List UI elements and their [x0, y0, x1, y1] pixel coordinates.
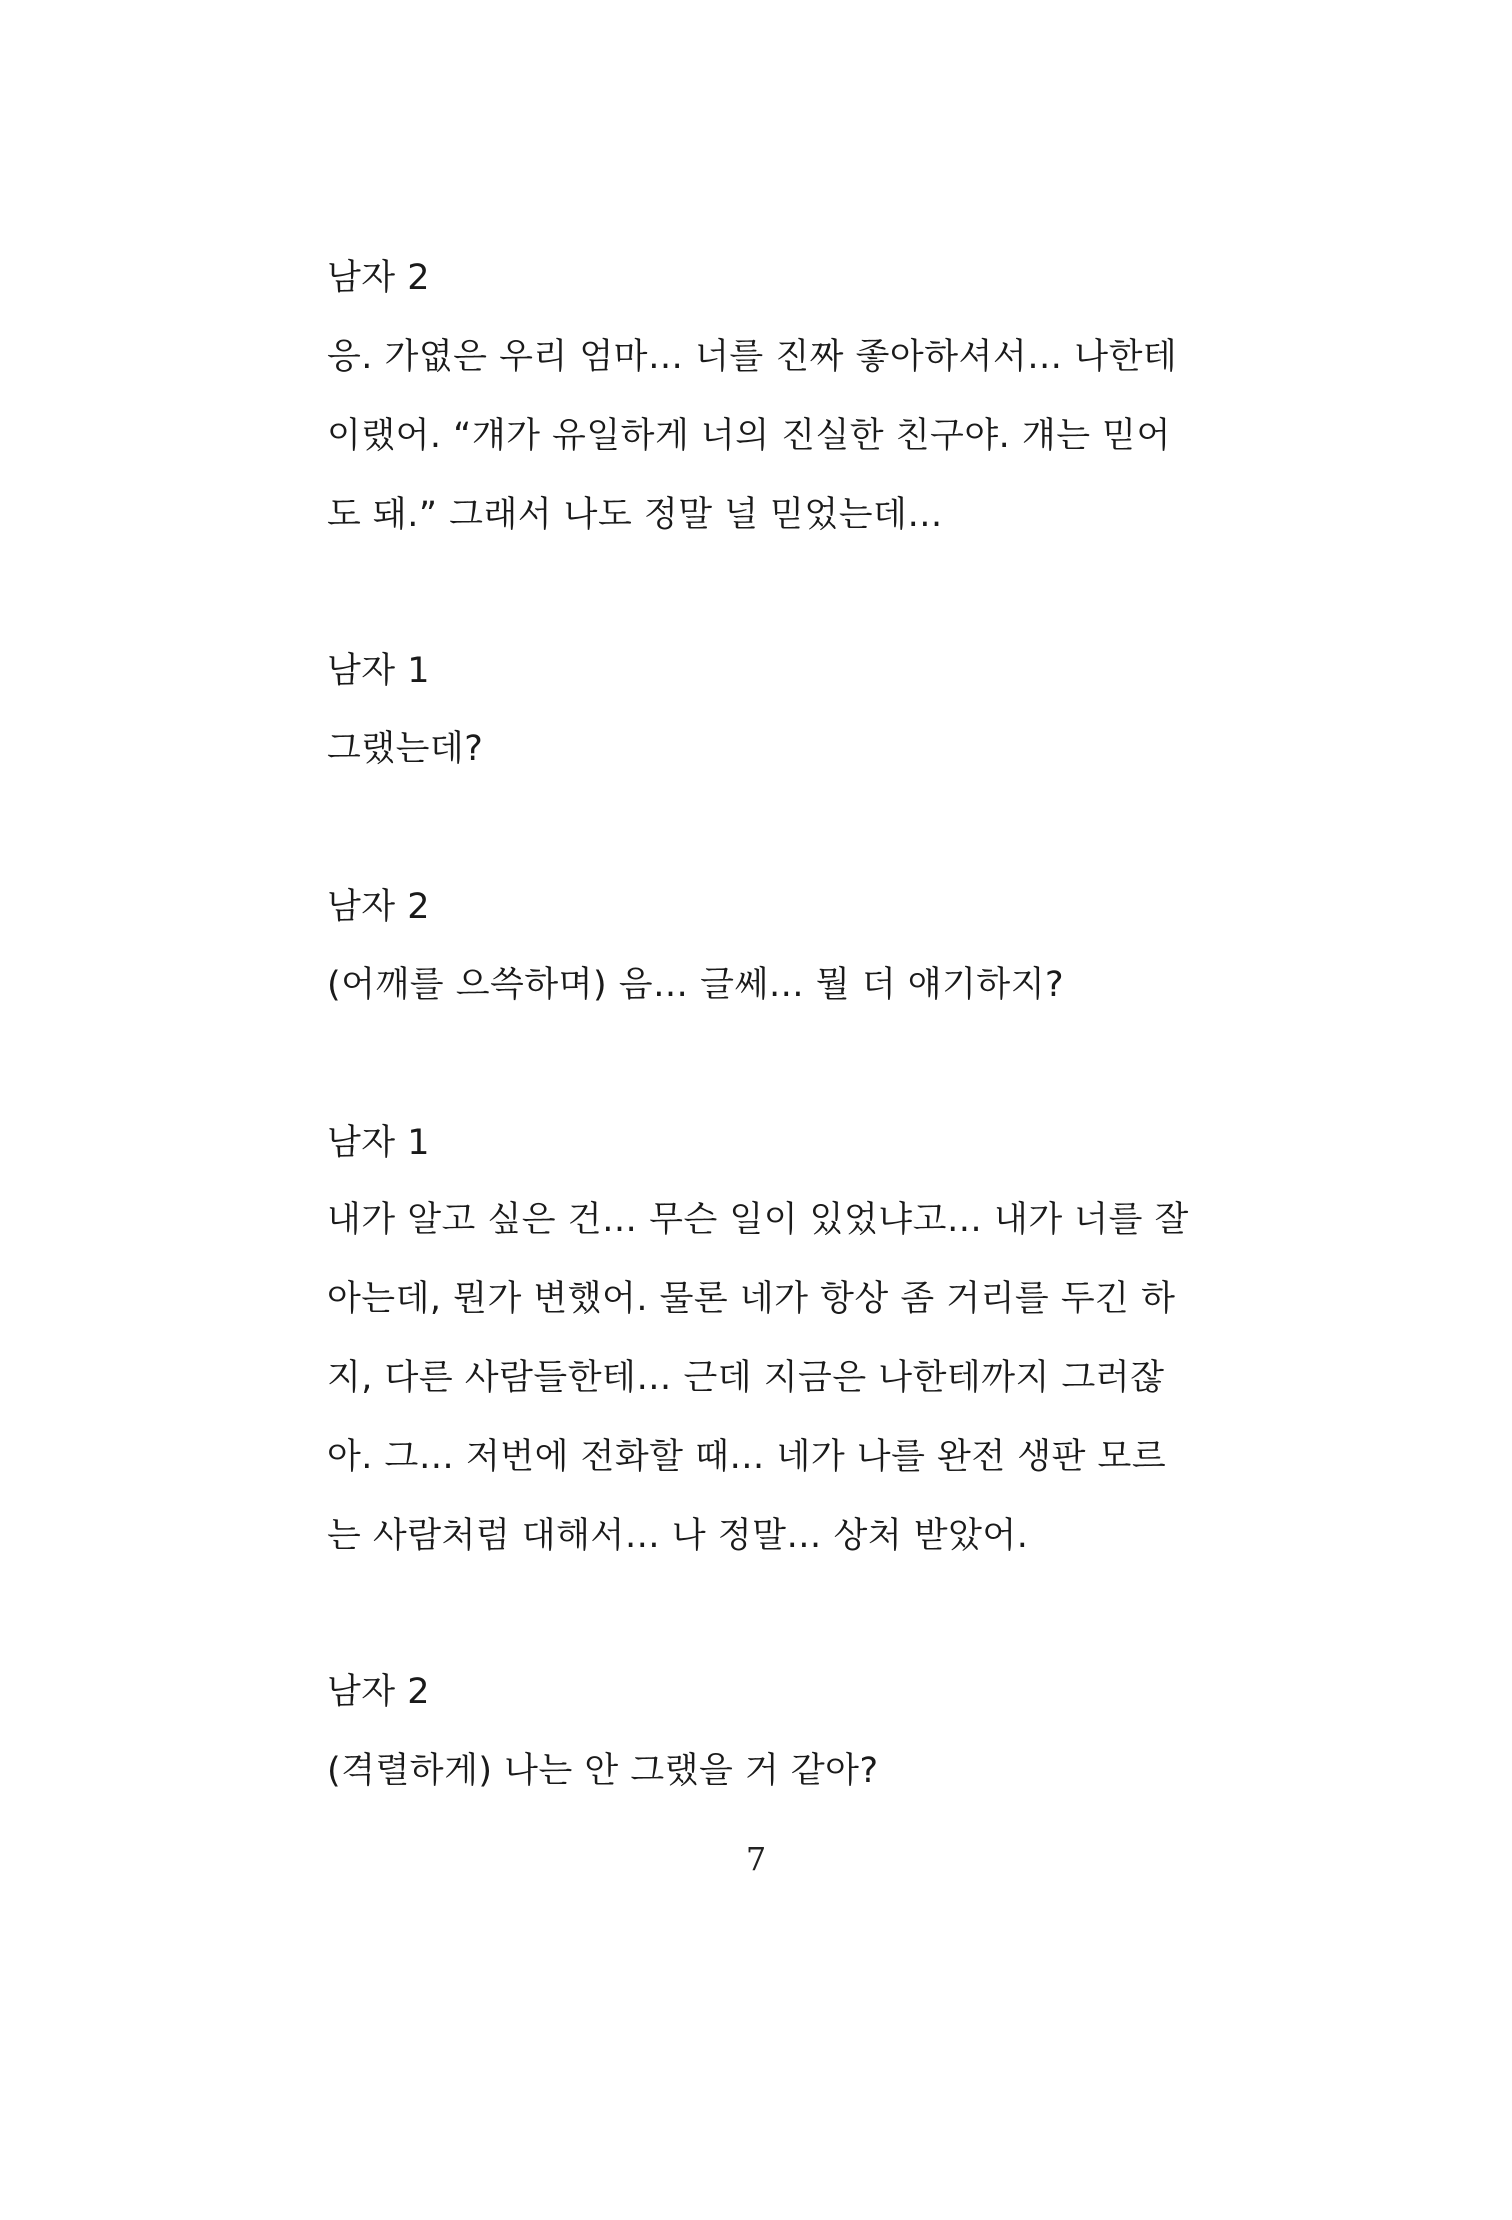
dialogue-line: 아. 그… 저번에 전화할 때… 네가 나를 완전 생판 모르 — [327, 1437, 1167, 1477]
speaker-name: 남자 2 — [327, 887, 431, 927]
dialogue-line: 는 사람처럼 대해서… 나 정말… 상처 받았어. — [327, 1516, 1029, 1556]
page-number: 7 — [745, 1840, 767, 1878]
speaker-name: 남자 1 — [327, 1123, 431, 1163]
dialogue-line: 응. 가엾은 우리 엄마… 너를 진짜 좋아하셔서… 나한테 — [327, 337, 1178, 377]
dialogue-line: 그랬는데? — [327, 729, 484, 769]
dialogue-line: 내가 알고 싶은 건… 무슨 일이 있었냐고… 내가 너를 잘 — [327, 1200, 1189, 1240]
dialogue-line: (격렬하게) 나는 안 그랬을 거 같아? — [327, 1751, 879, 1791]
dialogue-line: 아는데, 뭔가 변했어. 물론 네가 항상 좀 거리를 두긴 하 — [327, 1279, 1176, 1319]
dialogue-line: 이랬어. “걔가 유일하게 너의 진실한 친구야. 걔는 믿어 — [327, 416, 1171, 456]
dialogue-line: (어깨를 으쓱하며) 음… 글쎄… 뭘 더 얘기하지? — [327, 965, 1065, 1005]
speaker-name: 남자 1 — [327, 651, 431, 691]
speaker-name: 남자 2 — [327, 1672, 431, 1712]
dialogue-line: 지, 다른 사람들한테… 근데 지금은 나한테까지 그러잖 — [327, 1358, 1165, 1398]
speaker-name: 남자 2 — [327, 258, 431, 298]
dialogue-line: 도 돼.” 그래서 나도 정말 널 믿었는데… — [327, 495, 943, 535]
